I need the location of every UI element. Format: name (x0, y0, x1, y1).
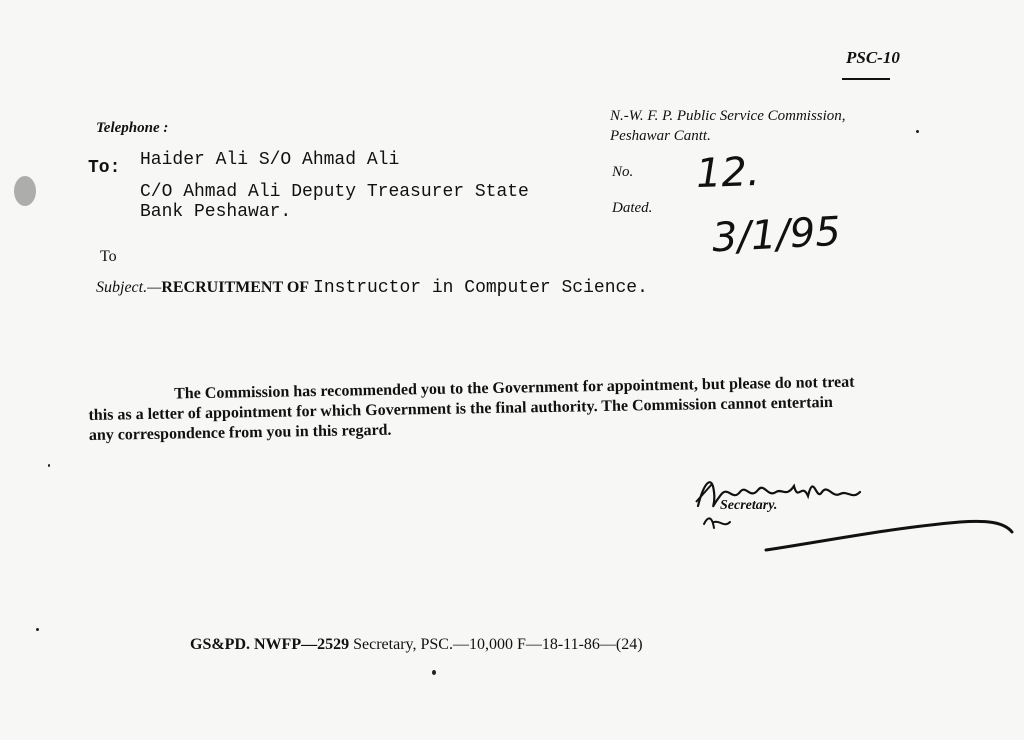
subject-label: Subject.— (96, 279, 162, 296)
telephone-label: Telephone : (96, 120, 169, 136)
recipient-name: Haider Ali S/O Ahmad Ali (140, 150, 400, 170)
dated-label: Dated. (612, 200, 653, 216)
body-line-1: The Commission has recommended you to the Government for appointment, but please do not treat (174, 373, 855, 403)
office-location: Peshawar Cantt. (610, 128, 711, 144)
scan-speck (36, 628, 39, 631)
handwritten-date: 3/1/95 (710, 208, 842, 262)
secretary-label: Secretary. (720, 498, 778, 513)
office-name: N.-W. F. P. Public Service Commission, (610, 108, 846, 124)
to-label: To: (88, 158, 121, 178)
scan-smudge (14, 176, 36, 206)
printer-code: GS&PD. NWFP—2529 (190, 636, 350, 653)
subject-post: Instructor in Computer Science. (313, 278, 648, 298)
office-block (610, 106, 846, 146)
printer-details: Secretary, PSC.—10,000 F—18-11-86—(24) (353, 636, 643, 653)
handwritten-number: 12. (695, 148, 761, 198)
scan-speck (48, 464, 50, 467)
scan-speck (432, 670, 436, 675)
form-number: PSC-10 (846, 48, 900, 67)
number-label: No. (612, 164, 634, 180)
second-to-label: To (100, 248, 117, 265)
letter-body (88, 371, 977, 446)
recipient-address (140, 182, 529, 222)
body-line-2: this as a letter of appointment for which Government is the final authority. The Commission cannot entertain (88, 394, 833, 424)
subject-prefix: RECRUITMENT OF (161, 279, 310, 296)
body-line-3: any correspondence from you in this regard. (88, 421, 392, 444)
form-number-underline (842, 78, 890, 80)
signature-underline (760, 512, 1016, 556)
address-line-2: Bank Peshawar. (140, 202, 292, 222)
address-line-1: C/O Ahmad Ali Deputy Treasurer State (140, 182, 529, 202)
subject-line (96, 278, 648, 298)
scan-speck (916, 130, 919, 133)
printer-footer (190, 636, 643, 654)
